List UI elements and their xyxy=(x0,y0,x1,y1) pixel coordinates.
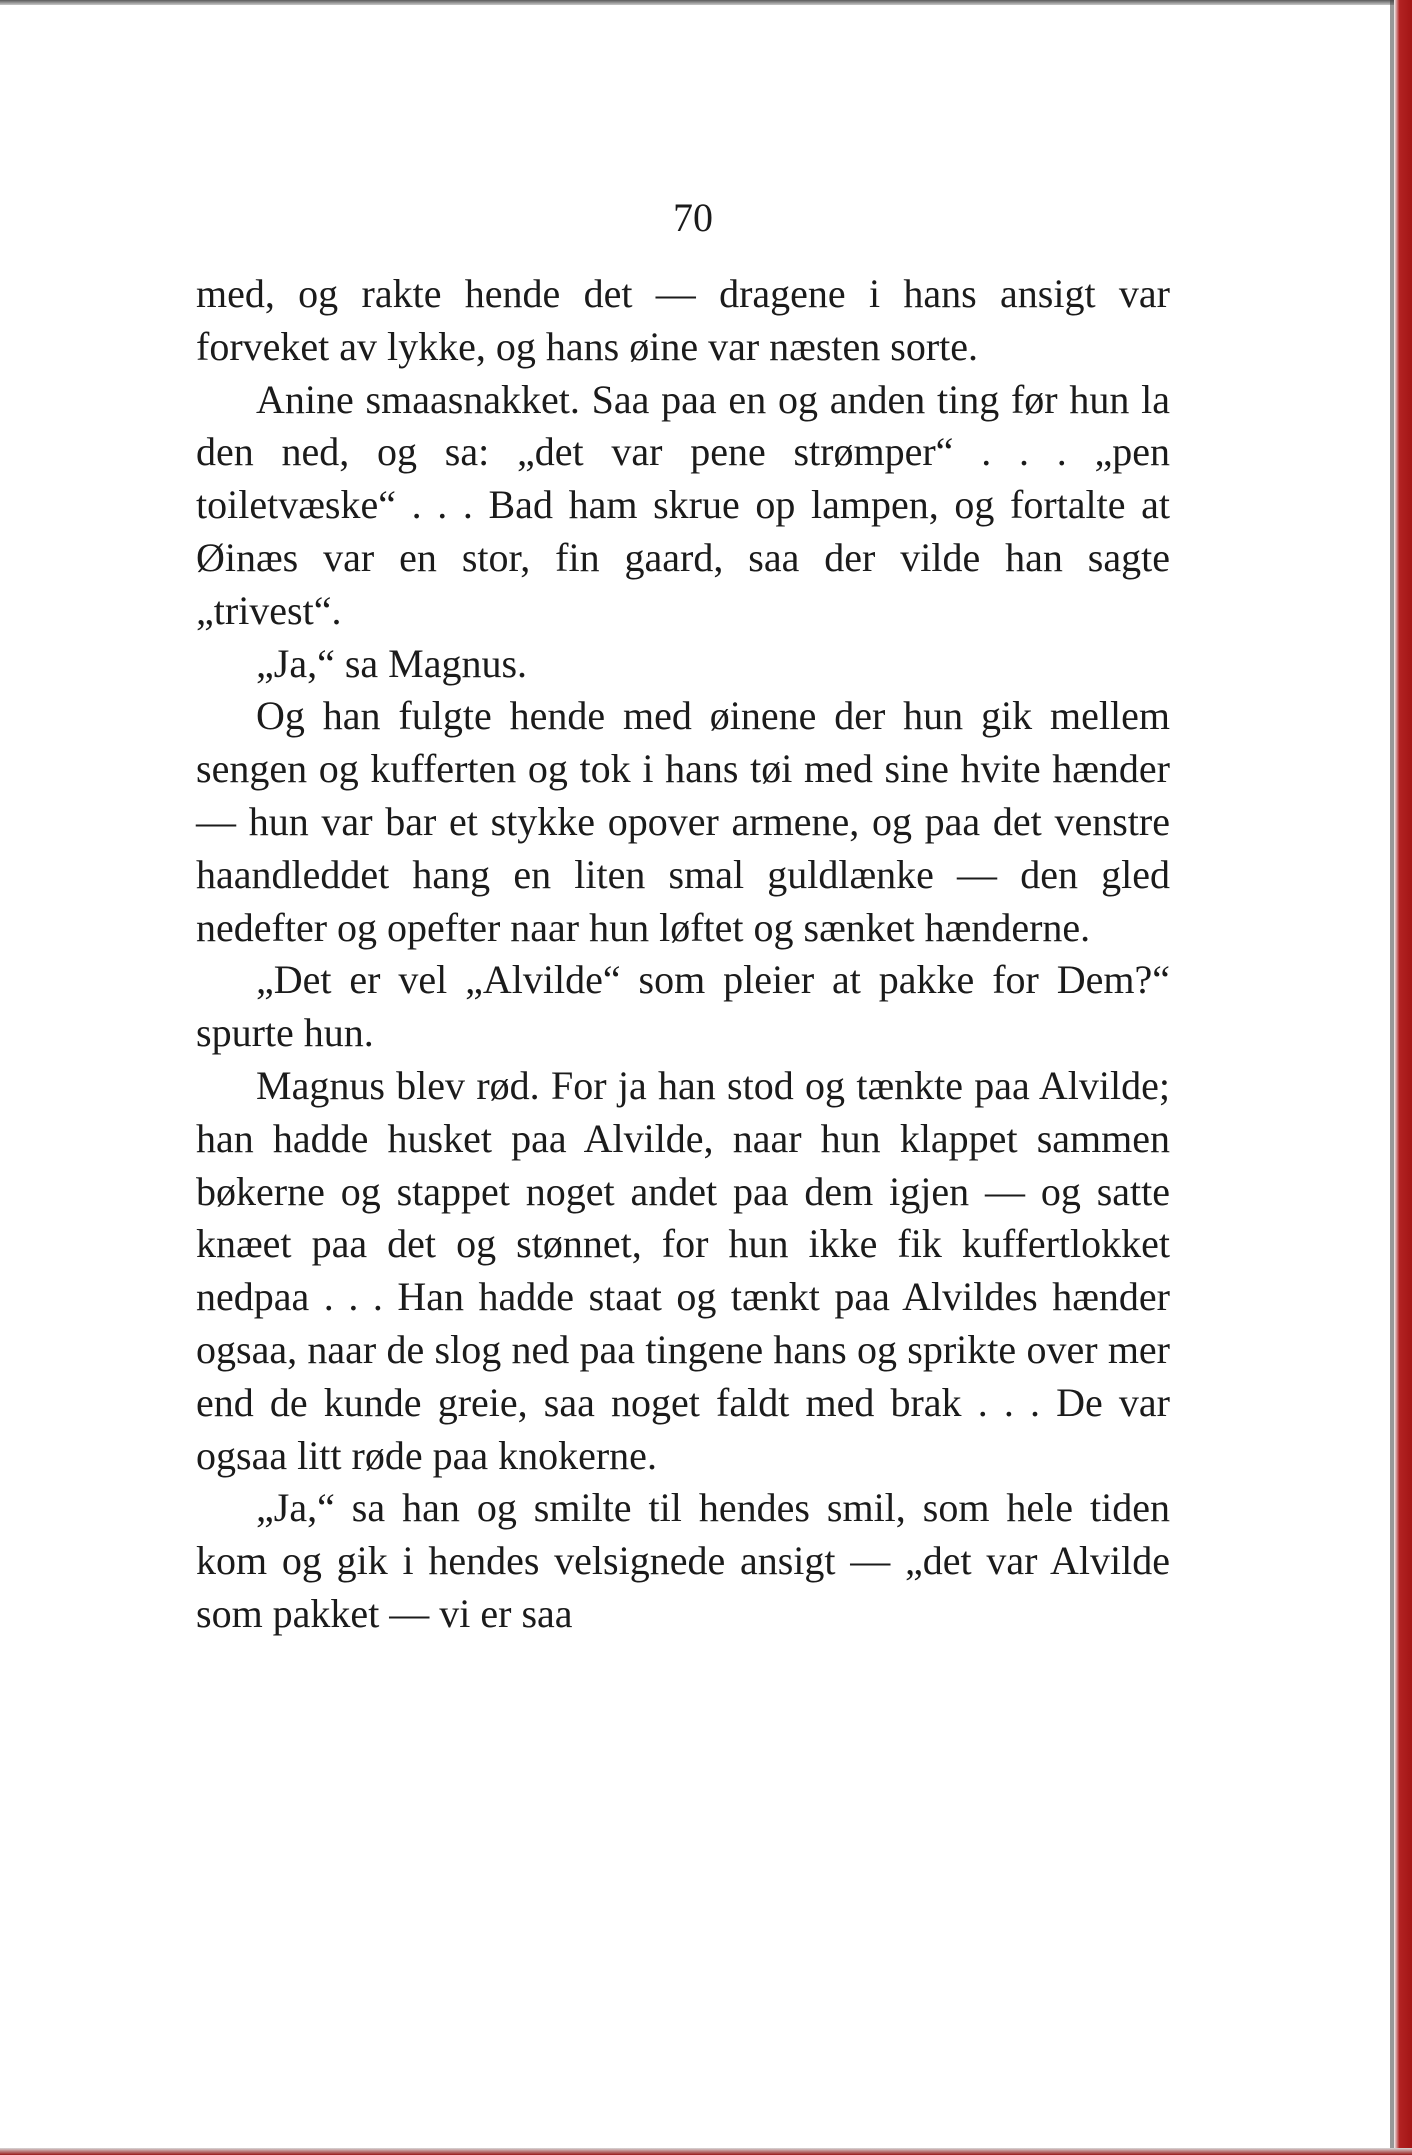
page-body xyxy=(196,268,1170,1641)
paragraph-1: med, og rakte hende det — dragene i hans ansigt var forveket av lykke, og hans øine var næsten sorte. xyxy=(196,271,1170,369)
paragraph-4: Og han fulgte hende med øinene der hun gik mellem sengen og kufferten og tok i hans tøi med sine hvite hænder — hun var bar et stykke opover armene, og paa det venstre haandleddet hang en liten smal guldlænke — den gled nedefter og opefter naar hun løftet og sænket hænderne. xyxy=(196,693,1170,950)
page-number: 70 xyxy=(673,195,713,240)
book-page xyxy=(196,188,1170,1641)
paragraph-3: „Ja,“ sa Magnus. xyxy=(256,640,528,686)
book-edge-right xyxy=(1394,0,1412,2155)
paragraph-7: „Ja,“ sa han og smilte til hendes smil, som hele tiden kom og gik i hendes velsignede ansigt — „det var Alvilde som pakket — vi er saa xyxy=(196,1485,1170,1636)
paragraph-2: Anine smaasnakket. Saa paa en og anden ting før hun la den ned, og sa: „det var pene strømper“ . . . „pen toiletvæske“ . . . Bad ham skrue op lampen, og fortalte at Øinæs var en stor, fin gaard, saa der vilde han sagte „trivest“. xyxy=(196,376,1170,633)
paragraph-5: „Det er vel „Alvilde“ som pleier at pakke for Dem?“ spurte hun. xyxy=(196,957,1170,1056)
scan-edge-top xyxy=(0,0,1412,5)
book-edge-bottom xyxy=(0,2148,1412,2155)
paragraph-6: Magnus blev rød. For ja han stod og tænkte paa Alvilde; han hadde husket paa Alvilde, naar hun klappet sammen bøkerne og stappet noget andet paa dem igjen — og satte knæet paa det og stønnet, for hun ikke fik kuffertlokket nedpaa . . . Han hadde staat og tænkt paa Alvildes hænder ogsaa, naar de slog ned paa tingene hans og sprikte over mer end de kunde greie, saa noget faldt med brak . . . De var ogsaa litt røde paa knokerne. xyxy=(196,1062,1170,1478)
